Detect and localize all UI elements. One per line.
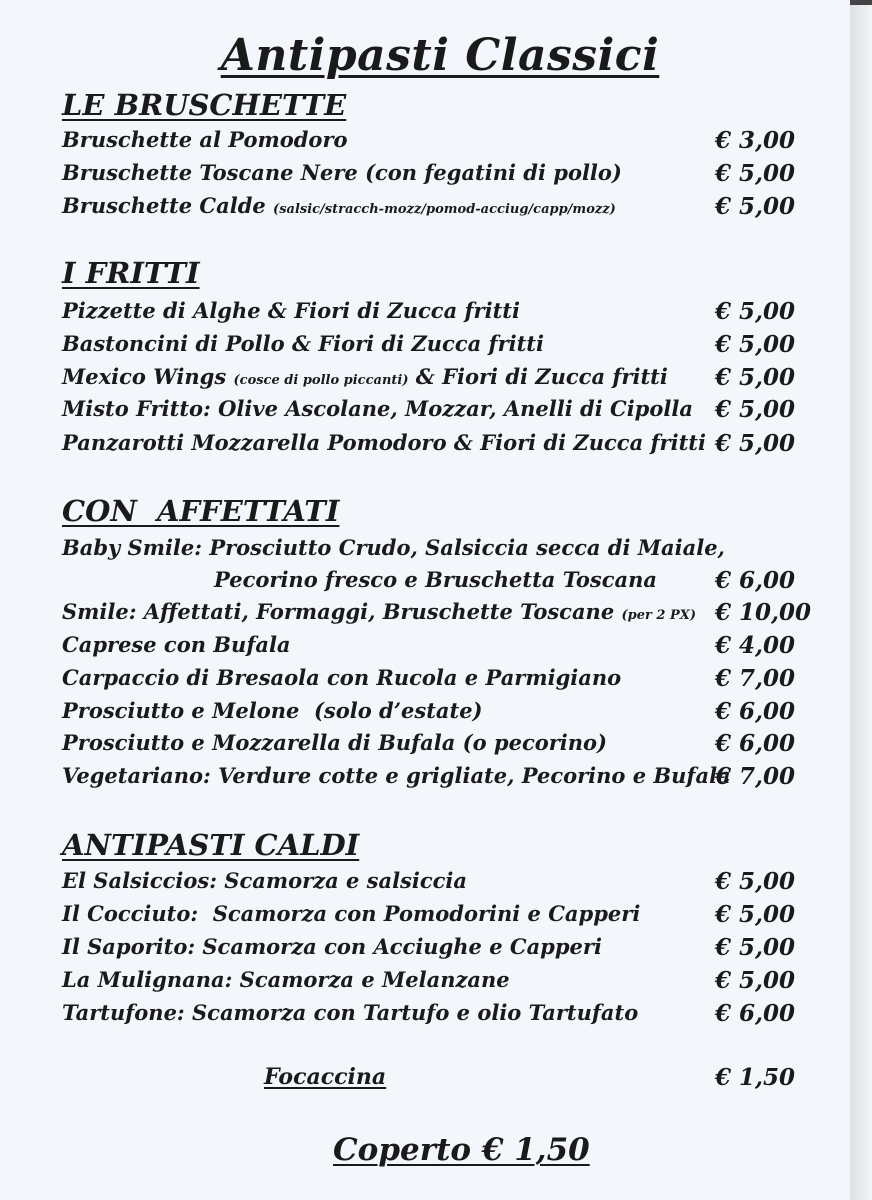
item-price: € 5,00 bbox=[715, 934, 796, 961]
menu-item bbox=[62, 632, 802, 664]
item-price: € 3,00 bbox=[715, 127, 796, 154]
item-price: € 7,00 bbox=[715, 665, 796, 692]
item-price: € 5,00 bbox=[715, 901, 796, 928]
focaccina-price: € 1,50 bbox=[715, 1064, 796, 1091]
menu-item bbox=[62, 730, 802, 762]
item-price: € 6,00 bbox=[715, 1000, 796, 1027]
menu-item bbox=[62, 868, 802, 900]
menu-item bbox=[62, 364, 802, 396]
item-name: Baby Smile: Prosciutto Crudo, Salsiccia secca di Maiale, bbox=[62, 535, 725, 560]
item-name: Carpaccio di Bresaola con Rucola e Parmigiano bbox=[62, 665, 622, 690]
item-name-tail: & Fiori di Zucca fritti bbox=[408, 364, 668, 389]
menu-item bbox=[62, 160, 802, 192]
item-name: Caprese con Bufala bbox=[62, 632, 291, 657]
item-name: Smile: Affettati, Formaggi, Bruschette Toscane bbox=[62, 599, 622, 624]
focaccina-label: Focaccina bbox=[264, 1064, 387, 1090]
item-note: (per 2 PX) bbox=[621, 608, 696, 623]
item-price: € 5,00 bbox=[715, 364, 796, 391]
item-name: Il Cocciuto: Scamorza con Pomodorini e Capperi bbox=[62, 901, 641, 926]
item-price: € 5,00 bbox=[715, 331, 796, 358]
section-heading-bruschette: LE BRUSCHETTE bbox=[62, 88, 347, 122]
item-name: Panzarotti Mozzarella Pomodoro & Fiori di Zucca fritti bbox=[62, 430, 706, 455]
item-price: € 6,00 bbox=[715, 730, 796, 757]
item-name: Prosciutto e Melone (solo d’estate) bbox=[62, 698, 483, 723]
item-name: Il Saporito: Scamorza con Acciughe e Capperi bbox=[62, 934, 602, 959]
section-heading-fritti: I FRITTI bbox=[62, 256, 200, 290]
item-price: € 5,00 bbox=[715, 193, 796, 220]
item-price: € 6,00 bbox=[715, 567, 796, 594]
menu-item bbox=[62, 430, 802, 462]
item-name: Bastoncini di Pollo & Fiori di Zucca fritti bbox=[62, 331, 544, 356]
item-name: Prosciutto e Mozzarella di Bufala (o pecorino) bbox=[62, 730, 607, 755]
menu-item bbox=[62, 193, 802, 225]
item-price: € 5,00 bbox=[715, 160, 796, 187]
item-price: € 5,00 bbox=[715, 430, 796, 457]
scan-edge bbox=[850, 0, 872, 1200]
menu-item bbox=[62, 331, 802, 363]
item-price: € 5,00 bbox=[715, 396, 796, 423]
item-name: La Mulignana: Scamorza e Melanzane bbox=[62, 967, 510, 992]
menu-item bbox=[62, 535, 802, 567]
menu-item bbox=[62, 127, 802, 159]
item-name: Misto Fritto: Olive Ascolane, Mozzar, Anelli di Cipolla bbox=[62, 396, 693, 421]
item-name: Mexico Wings bbox=[62, 364, 234, 389]
item-name: Bruschette al Pomodoro bbox=[62, 127, 348, 152]
item-name: Pecorino fresco e Bruschetta Toscana bbox=[214, 567, 658, 592]
item-price: € 5,00 bbox=[715, 298, 796, 325]
menu-item bbox=[62, 934, 802, 966]
item-name: Pizzette di Alghe & Fiori di Zucca fritti bbox=[62, 298, 520, 323]
menu-item bbox=[62, 901, 802, 933]
menu-item-continuation bbox=[62, 567, 802, 599]
item-name: Vegetariano: Verdure cotte e grigliate, Pecorino e Bufala bbox=[62, 763, 731, 788]
coperto-charge: Coperto € 1,50 bbox=[333, 1132, 590, 1168]
menu-item bbox=[62, 298, 802, 330]
item-note: (cosce di pollo piccanti) bbox=[233, 373, 409, 388]
section-heading-affettati: CON AFFETTATI bbox=[62, 494, 340, 528]
menu-item bbox=[62, 763, 802, 795]
page-title: Antipasti Classici bbox=[220, 30, 660, 81]
item-price: € 5,00 bbox=[715, 868, 796, 895]
menu-item bbox=[62, 967, 802, 999]
item-price: € 7,00 bbox=[715, 763, 796, 790]
menu-item bbox=[62, 1000, 802, 1032]
item-price: € 4,00 bbox=[715, 632, 796, 659]
item-note: (salsic/stracch-mozz/pomod-acciug/capp/mozz) bbox=[273, 202, 616, 217]
item-price: € 6,00 bbox=[715, 698, 796, 725]
menu-item bbox=[62, 396, 802, 428]
item-price: € 10,00 bbox=[715, 599, 812, 626]
item-price: € 5,00 bbox=[715, 967, 796, 994]
section-heading-caldi: ANTIPASTI CALDI bbox=[62, 828, 360, 862]
menu-item bbox=[62, 599, 812, 631]
item-name: El Salsiccios: Scamorza e salsiccia bbox=[62, 868, 468, 893]
item-name: Tartufone: Scamorza con Tartufo e olio Tartufato bbox=[62, 1000, 639, 1025]
scan-edge-mark bbox=[850, 0, 872, 5]
item-name: Bruschette Toscane Nere (con fegatini di pollo) bbox=[62, 160, 622, 185]
item-name: Bruschette Calde bbox=[62, 193, 274, 218]
menu-item bbox=[62, 665, 802, 697]
menu-item bbox=[62, 698, 802, 730]
